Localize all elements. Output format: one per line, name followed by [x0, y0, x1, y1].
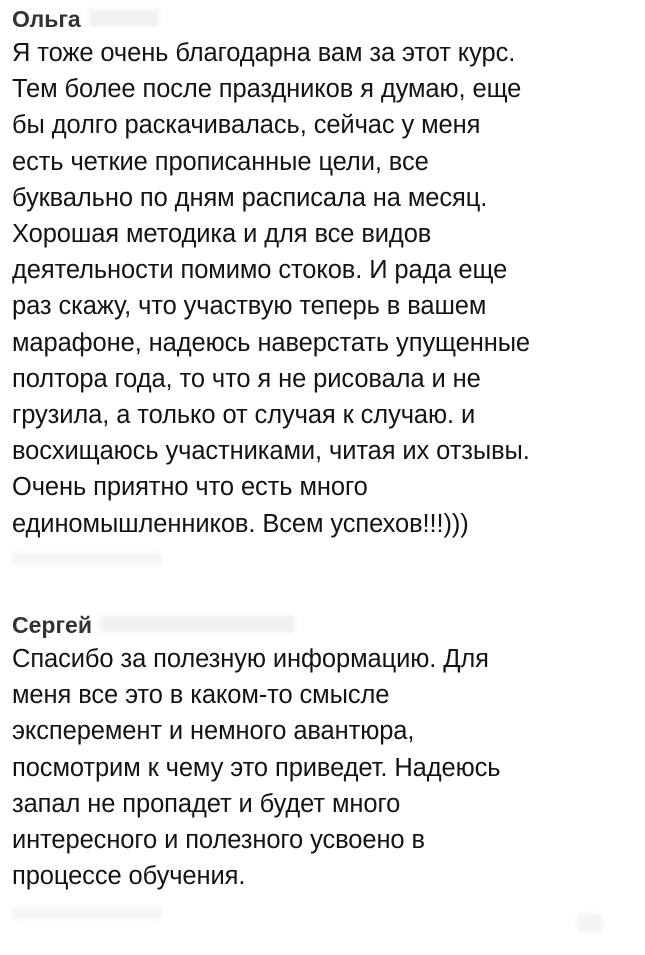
comment-text: Спасибо за полезную информацию. Для меня все это в каком-то смысле эксперемент и немного авантюра, посмотрим к чему это приведет. Надеюсь запал не пропадет и будет много интересного и полезного усвоено в процессе обучения.	[12, 645, 501, 891]
comment-author-name[interactable]: Сергей	[12, 612, 92, 638]
redacted-surname	[89, 9, 159, 27]
redacted-surname	[100, 615, 295, 633]
redacted-date	[12, 906, 162, 920]
redacted-date	[12, 552, 162, 566]
comment-text: Я тоже очень благодарна вам за этот курс. Тем более после праздников я думаю, еще бы долго раскачивалась, сейчас у меня есть четкие прописанные цели, все буквально по дням расписала на месяц. Хорошая методика и для все видов деятельности помимо стоков. И рада еще раз скажу, что участвую теперь в вашем марафоне, надеюсь наверстать упущенные полтора года, то что я не рисовала и не грузила, а только от случая к случаю. и восхищаюсь участниками, читая их отзывы. Очень приятно что есть много единомышленников. Всем успехов!!!)))	[12, 39, 531, 538]
comment-olga	[12, 6, 637, 566]
comment-author-name[interactable]: Ольга	[12, 6, 81, 32]
like-icon[interactable]	[577, 913, 603, 933]
comment-author-row	[12, 6, 637, 33]
comment-sergey	[12, 612, 637, 920]
comment-author-row	[12, 612, 637, 639]
